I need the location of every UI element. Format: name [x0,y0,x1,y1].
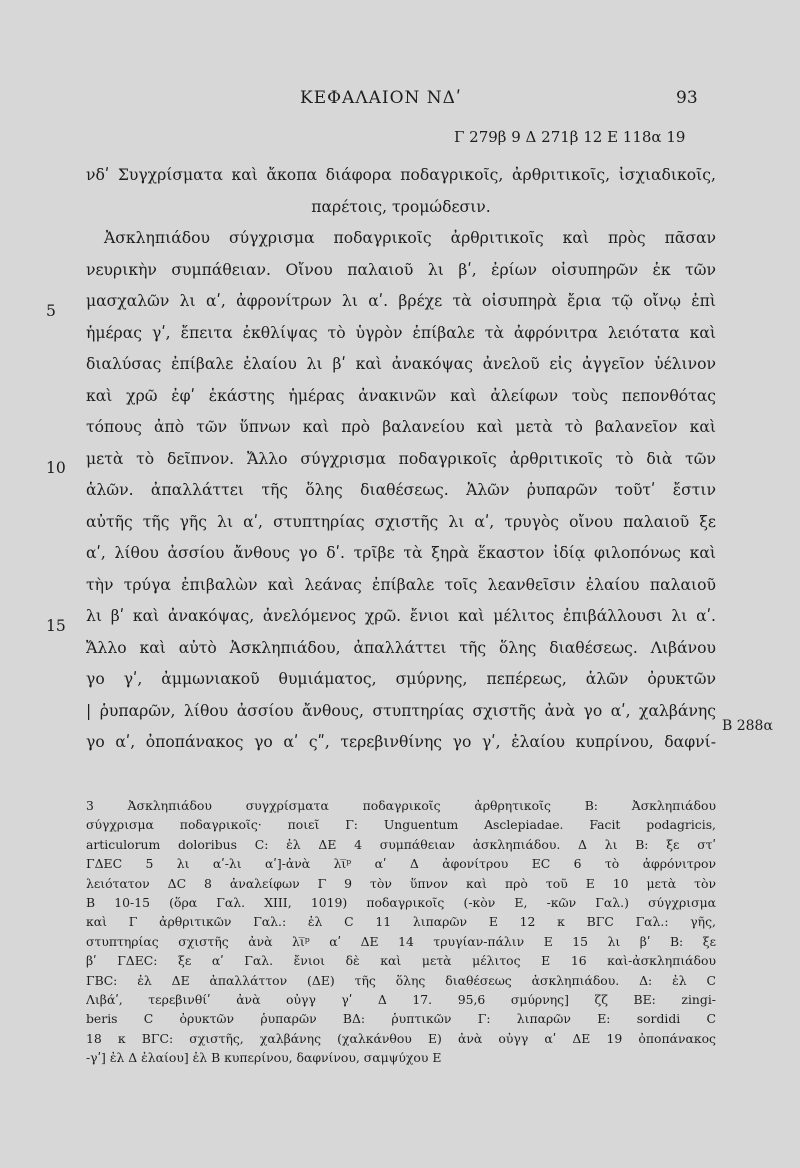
apparatus-line: βʹ ΓΔΕC: ξε αʹ Γαλ. ἔνιοι δὲ καὶ μετὰ μέλιτος Ε 16 καὶ-ἀσκληπιάδου [86,953,716,969]
line-number-5: 5 [46,302,56,320]
page-number: 93 [676,88,698,108]
text-line: μετὰ τὸ δεῖπνον. Ἄλλο σύγχρισμα ποδαγρικοῖς ἀρθριτικοῖς τὸ διὰ τῶν [86,449,716,468]
chapter-title: ΚΕΦΑΛΑΙΟΝ ΝΔʹ [300,88,462,108]
apparatus-line: 18 κ ΒΓC: σχιστῆς, χαλβάνης (χαλκάνθου Ε) ἀνὰ οὐγγ αʹ ΔΕ 19 ὀποπάνακος [86,1030,716,1046]
line-number-10: 10 [46,459,66,477]
running-head [0,88,800,112]
main-text [86,160,716,759]
text-line: γο γʹ, ἀμμωνιακοῦ θυμιάματος, σμύρνης, πεπέρεως, ἁλῶν ὀρυκτῶν [86,670,716,688]
line-number-15: 15 [46,617,66,635]
critical-apparatus [86,796,716,1067]
apparatus-line: ΓΔΕC 5 λι αʹ-λι αʹ]-ἀνὰ λι̅ᵖ αʹ Δ ἀφονίτρου EC 6 τὸ ἀφρόνιτρον [86,856,716,872]
manuscript-sigla: Γ 279β 9 Δ 271β 12 Ε 118α 19 [454,128,686,146]
apparatus-line: -γʹ] ἐλ Δ ἐλαίου] ἐλ Β κυπερίνου, δαφνίνου, σαμψύχου Ε [86,1050,442,1066]
apparatus-line: Λιβάʹ, τερεβινθίʹ ἀνὰ οὐγγ γʹ Δ 17. 95,6 σμύρνης] ζζ ΒΕ: zingi- [86,991,716,1007]
apparatus-line: λειότατον ΔC 8 ἀναλείφων Γ 9 τὸν ὕπνον καὶ πρὸ τοῦ Ε 10 μετὰ τὸν [86,875,716,891]
text-line: μασχαλῶν λι αʹ, ἀφρονίτρων λι αʹ. βρέχε τὰ οἰσυπηρὰ ἔρια τῷ οἴνῳ ἐπὶ [86,292,716,310]
apparatus-line: 3 Ἀσκληπιάδου συγχρίσματα ποδαγρικοῖς ἀρθρητικοῖς Β: Ἀσκληπιάδου [86,798,716,813]
margin-folio-ref: B 288α [722,718,773,734]
text-line: ἡμέρας γʹ, ἔπειτα ἐκθλίψας τὸ ὑγρὸν ἐπίβαλε τὰ ἀφρόνιτρα λειότατα καὶ [86,323,716,342]
text-line: καὶ χρῶ ἐφʹ ἑκάστης ἡμέρας ἀνακινῶν καὶ ἀλείφων τοὺς πεπονθότας [86,386,716,405]
text-line: ἁλῶν. ἀπαλλάττει τῆς ὅλης διαθέσεως. Ἁλῶν ῥυπαρῶν τοῦτʹ ἔστιν [86,481,716,499]
text-line: γο αʹ, ὀποπάνακος γο αʹ ςʺ, τερεβινθίνης γο γʹ, ἐλαίου κυπρίνου, δαφνί- [86,733,716,751]
text-line: Ἀσκληπιάδου σύγχρισμα ποδαγρικοῖς ἀρθριτικοῖς καὶ πρὸς πᾶσαν [104,229,716,247]
apparatus-line: B 10-15 (ὅρα Γαλ. XIII, 1019) ποδαγρικοῖς (-κὸν Ε, -κῶν Γαλ.) σύγχρισμα [86,894,716,910]
text-line: τὴν τρύγα ἐπιβαλὼν καὶ λεάνας ἐπίβαλε τοῖς λεανθεῖσιν ἐλαίου παλαιοῦ [86,575,716,594]
text-line: διαλύσας ἐπίβαλε ἐλαίου λι βʹ καὶ ἀνακόψας ἀνελοῦ εἰς ἀγγεῖον ὑέλινον [86,355,716,373]
apparatus-line: στυπτηρίας σχιστῆς ἀνὰ λι̅ᵖ αʹ ΔΕ 14 τρυγίαν-πάλιν Ε 15 λι βʹ Β: ξε [86,933,716,949]
text-line: νευρικὴν συμπάθειαν. Οἴνου παλαιοῦ λι βʹ, ἐρίων οἰσυπηρῶν ἐκ τῶν [86,260,716,279]
apparatus-line: σύγχρισμα ποδαγρικοῖς· ποιεῖ Γ: Unguentum Asclepiadae. Facit podagricis, [86,817,716,833]
apparatus-line: καὶ Γ ἀρθριτικῶν Γαλ.: ἐλ C 11 λιπαρῶν Ε 12 κ ΒΓC Γαλ.: γῆς, [86,914,716,930]
text-line: τόπους ἀπὸ τῶν ὕπνων καὶ πρὸ βαλανείου καὶ μετὰ τὸ βαλανεῖον καὶ [86,418,716,436]
text-line: παρέτοις, τρομώδεσιν. [311,197,491,216]
text-line: Ἄλλο καὶ αὐτὸ Ἀσκληπιάδου, ἀπαλλάττει τῆς ὅλης διαθέσεως. Λιβάνου [86,638,716,657]
apparatus-line: beris C ὀρυκτῶν ῥυπαρῶν ΒΔ: ῥυπτικῶν Γ: λιπαρῶν Ε: sordidi C [86,1011,716,1027]
text-line: λι βʹ καὶ ἀνακόψας, ἀνελόμενος χρῶ. ἔνιοι καὶ μέλιτος ἐπιβάλλουσι λι αʹ. [86,607,716,625]
text-line: | ῥυπαρῶν, λίθου ἀσσίου ἄνθους, στυπτηρίας σχιστῆς ἀνὰ γο αʹ, χαλβάνης [86,701,716,720]
apparatus-line: articulorum doloribus C: ἐλ ΔΕ 4 συμπάθειαν ἀσκληπιάδου. Δ λι Β: ξε στʹ [86,836,716,852]
text-line: αʹ, λίθου ἀσσίου ἄνθους γο δʹ. τρῖβε τὰ ξηρὰ ἕκαστον ἰδίᾳ φιλοπόνως καὶ [86,544,716,562]
text-line: νδʹ Συγχρίσματα καὶ ἄκοπα διάφορα ποδαγρικοῖς, ἀρθριτικοῖς, ἰσχιαδικοῖς, [86,166,716,184]
apparatus-line: ΓΒC: ἐλ ΔΕ ἀπαλλάττον (ΔΕ) τῆς ὅλης διαθέσεως ἀσκληπιάδου. Δ: ἐλ C [86,972,716,988]
text-line: αὐτῆς τῆς γῆς λι αʹ, στυπτηρίας σχιστῆς λι αʹ, τρυγὸς οἴνου παλαιοῦ ξε [86,512,716,531]
